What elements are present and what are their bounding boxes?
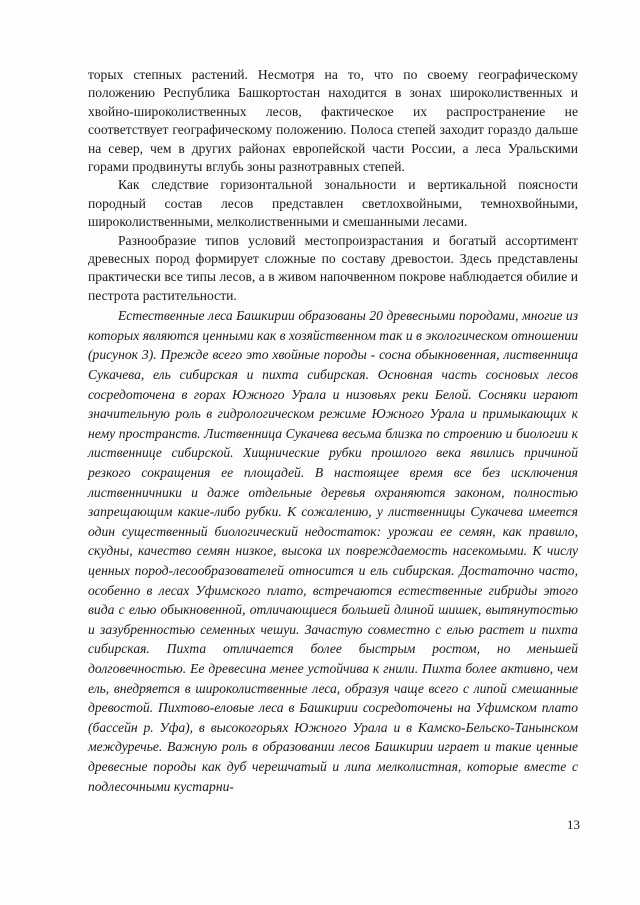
page-number: 13	[567, 817, 580, 832]
paragraph-forest-species: Естественные леса Башкирии образованы 20 древесными породами, многие из которых являются ценными как в хозяйственном так и в экологическом отношении (рисунок 3). Прежде всего это хвойные породы - сосна обыкновенная, лиственница Сукачева, ель сибирская и пихта сибирская. Основная часть сосновых лесов сосредоточена в горах Южного Урала и низовьях реки Белой. Сосняки играют значительную роль в гидрологическом режиме Южного Урала и примыкающих к нему пространств. Лиственница Сукачева весьма близка по строению и биологии к лиственнице сибирской. Хищнические рубки прошлого века явились причиной резкого сокращения ее площадей. В настоящее время все без исключения лиственничники и даже отдельные деревья охраняются законом, полностью запрещающим какие-либо рубки. К сожалению, у лиственницы Сукачева имеется один существенный биологический недостаток: урожаи ее семян, как правило, скудны, качество семян низкое, высока их повреждаемость насекомыми. К числу ценных пород-лесообразователей относится и ель сибирская. Достаточно часто, особенно в лесах Уфимского плато, встречаются естественные гибриды этого вида с елью обыкновенной, отличающиеся большей длиной шишек, вытянутостью и зазубренностью семенных чешуи. Зачастую совместно с елью растет и пихта сибирская. Пихта отличается более быстрым ростом, но меньшей долговечностью. Ее древесина менее устойчива к гнили. Пихта более активно, чем ель, внедряется в широколиственные леса, образуя чаще всего с липой смешанные древостой. Пихтово-еловые леса в Башкирии сосредоточены на Уфимском плато (бассейн р. Уфа), в высокогорьях Южного Урала и в Камско-Бельско-Танынском междуречье. Важную роль в образовании лесов Башкирии играет и такие ценные древесные породы как дуб черешчатый и липа мелколистная, которые вместе с подлесочными кустарни-	[88, 308, 578, 794]
body-text	[88, 66, 578, 796]
paragraph-continuation: торых степных растений. Несмотря на то, что по своему географическому положению Республика Башкортостан находится в зонах широколиственных и хвойно-широколиственных лесов, фактическое их распространение не соответствует географическому положению. Полоса степей заходит гораздо дальше на север, чем в других районах европейской части России, а леса Уральскими горами продвинуты вглубь зоны разнотравных степей.	[88, 67, 578, 175]
paragraph-diversity: Разнообразие типов условий местопроизрастания и богатый ассортимент древесных пород формирует сложные по составу древостои. Здесь представлены практически все типы лесов, а в живом напочвенном покрове наблюдается обилие и пестрота растительности.	[88, 232, 578, 303]
paragraph-zonality: Как следствие горизонтальной зональности и вертикальной поясности породный состав лесов представлен светлохвойными, темнохвойными, широколиственными, мелколиственными и смешанными лесами.	[88, 177, 578, 230]
